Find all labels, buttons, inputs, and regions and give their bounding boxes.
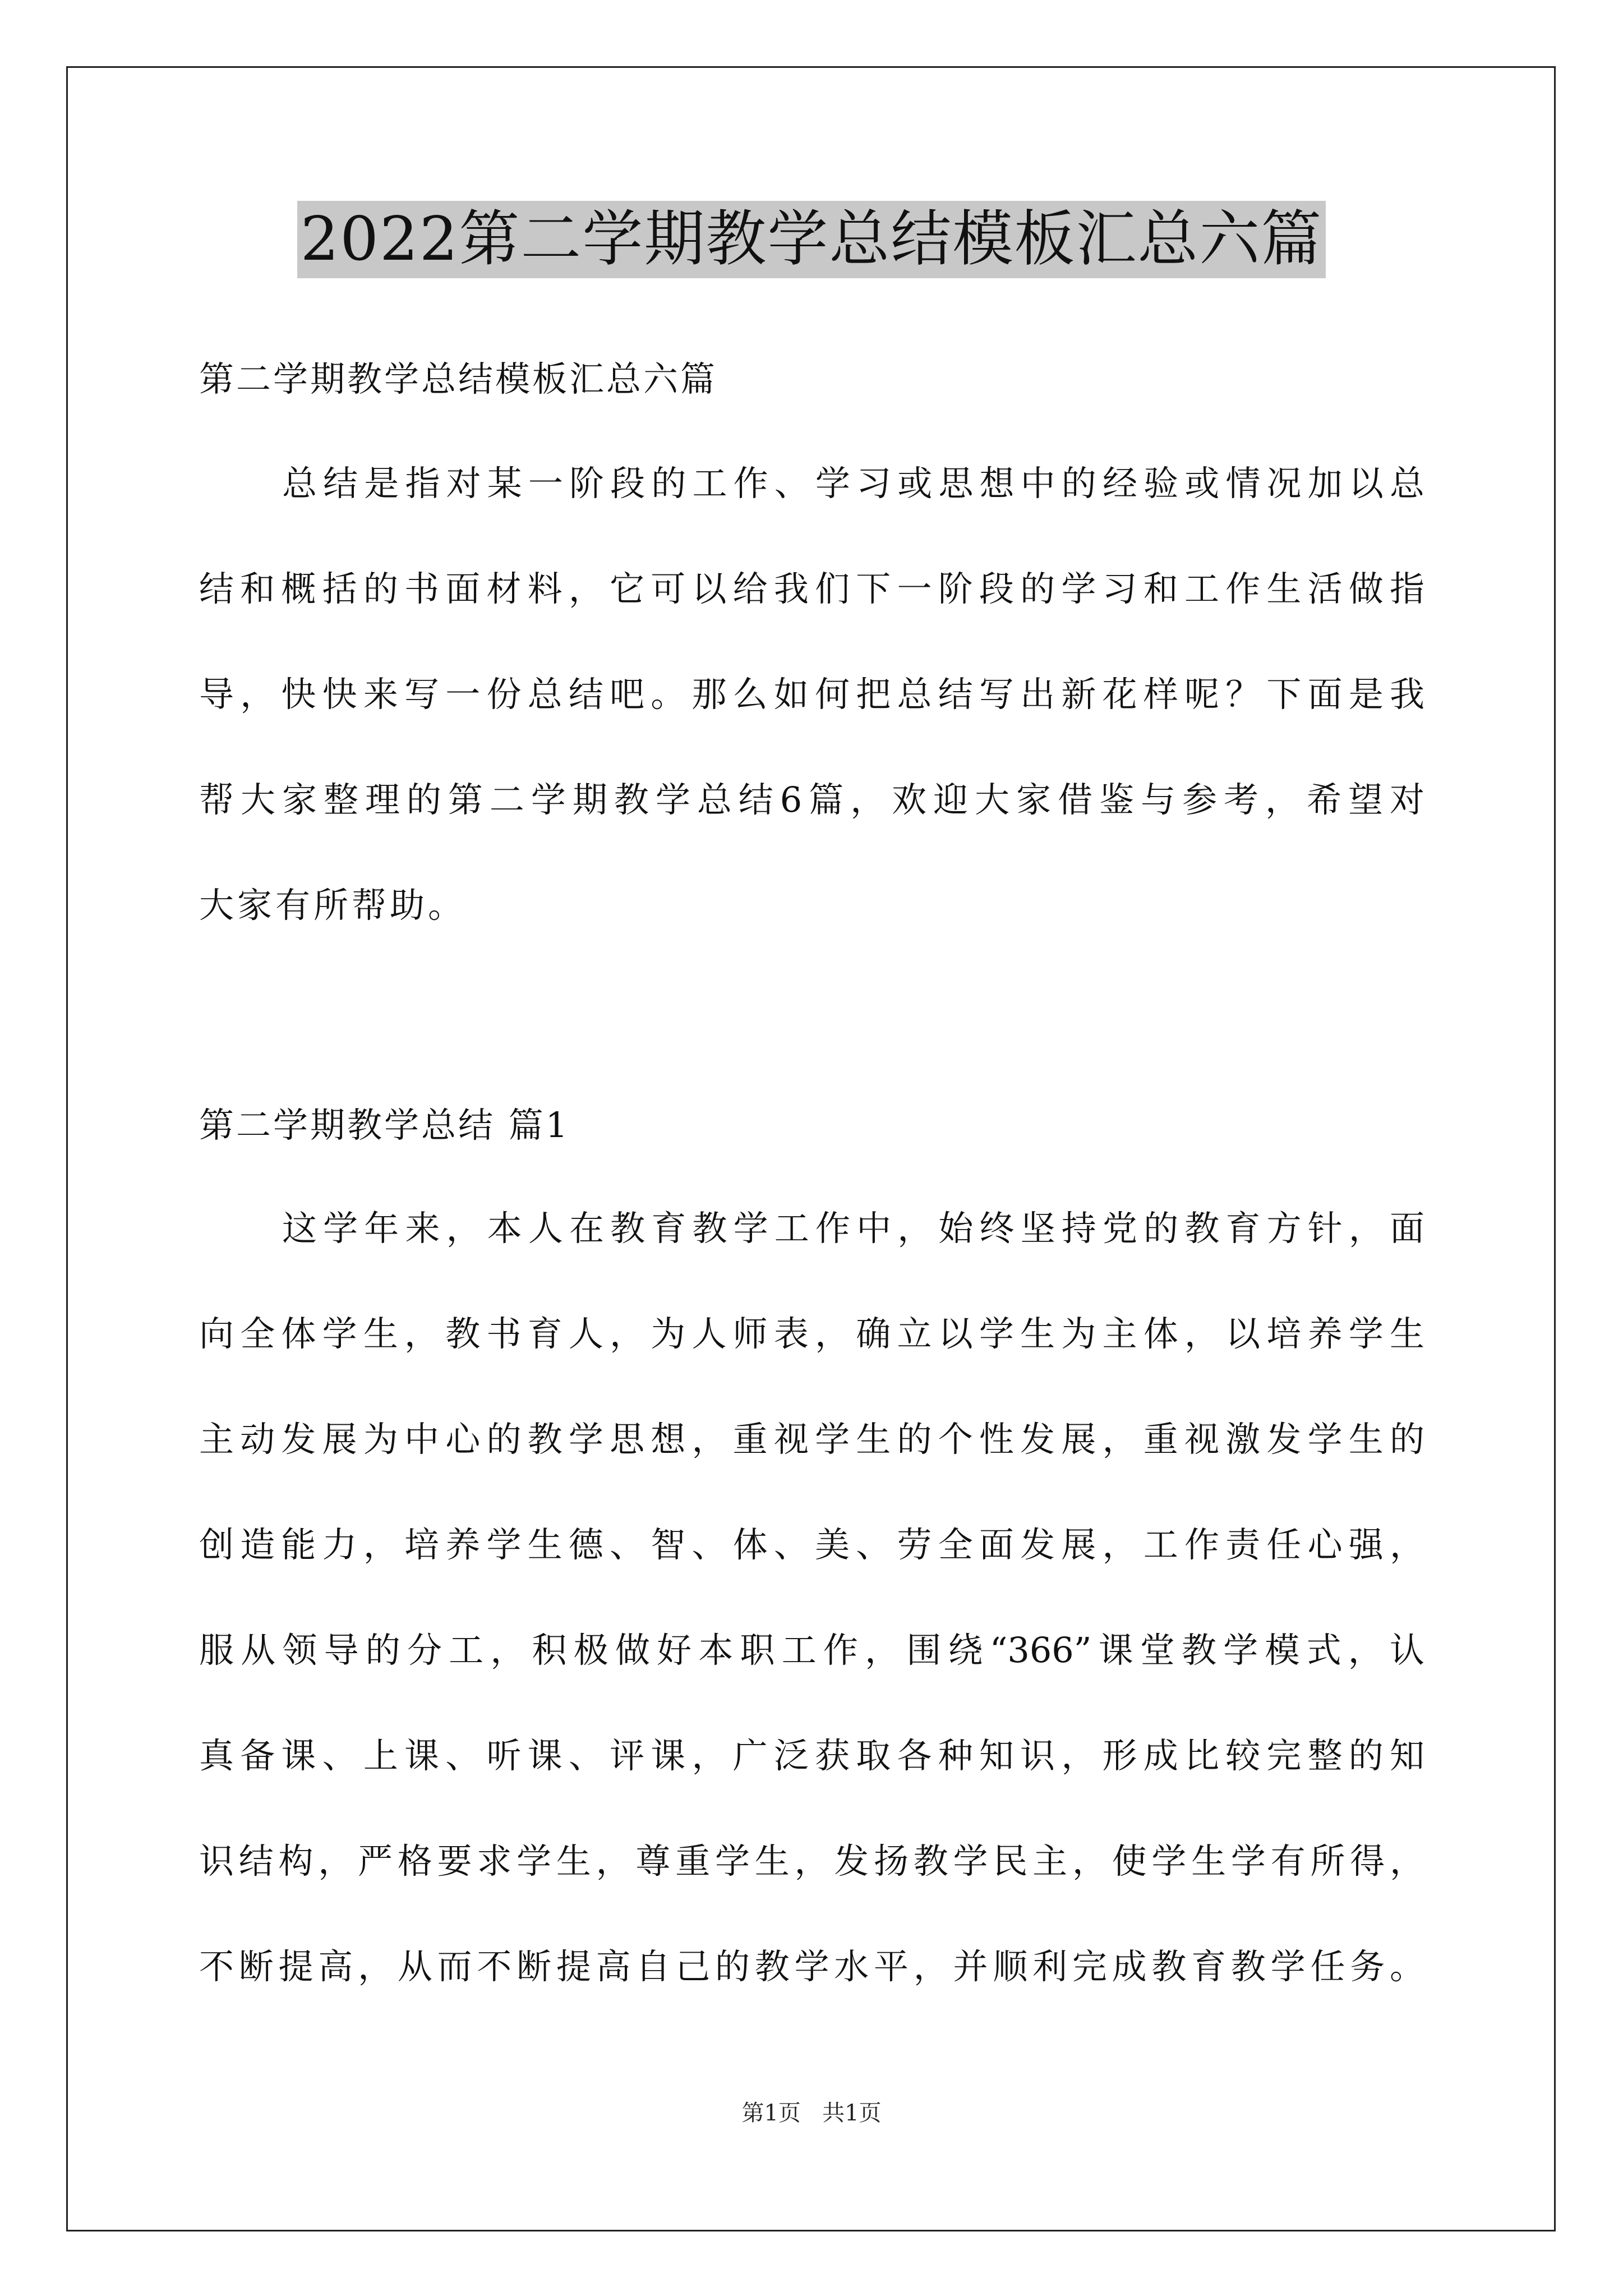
intro-line: 结和概括的书面材料，它可以给我们下一阶段的学习和工作生活做指 xyxy=(199,568,1424,609)
intro-line: 导，快快来写一份总结吧。那么如何把总结写出新花样呢？下面是我 xyxy=(199,674,1424,715)
section-line: 不断提高，从而不断提高自己的教学水平，并顺利完成教育教学任务。 xyxy=(199,1946,1424,1987)
intro-line: 大家有所帮助。 xyxy=(199,885,467,926)
section-line: 向全体学生，教书育人，为人师表，确立以学生为主体，以培养学生 xyxy=(199,1313,1424,1354)
page-footer xyxy=(0,2099,1623,2127)
intro-line: 帮大家整理的第二学期教学总结6篇，欢迎大家借鉴与参考，希望对 xyxy=(199,779,1424,820)
page-number: 第1页 xyxy=(741,2100,801,2126)
title-container xyxy=(0,201,1623,278)
page-total: 共1页 xyxy=(822,2100,882,2126)
intro-line: 总结是指对某一阶段的工作、学习或思想中的经验或情况加以总 xyxy=(282,463,1424,504)
section-line: 识结构，严格要求学生，尊重学生，发扬教学民主，使学生学有所得， xyxy=(199,1841,1424,1881)
document-subtitle: 第二学期教学总结模板汇总六篇 xyxy=(199,358,718,399)
section-line: 服从领导的分工，积极做好本职工作，围绕“366”课堂教学模式，认 xyxy=(199,1630,1424,1671)
section-line: 真备课、上课、听课、评课，广泛获取各种知识，形成比较完整的知 xyxy=(199,1735,1424,1776)
section-heading: 第二学期教学总结 篇1 xyxy=(199,1105,570,1145)
document-title: 2022第二学期教学总结模板汇总六篇 xyxy=(297,201,1326,278)
section-line: 这学年来，本人在教育教学工作中，始终坚持党的教育方针，面 xyxy=(282,1208,1424,1249)
section-line: 创造能力，培养学生德、智、体、美、劳全面发展，工作责任心强， xyxy=(199,1524,1424,1565)
section-line: 主动发展为中心的教学思想，重视学生的个性发展，重视激发学生的 xyxy=(199,1419,1424,1460)
